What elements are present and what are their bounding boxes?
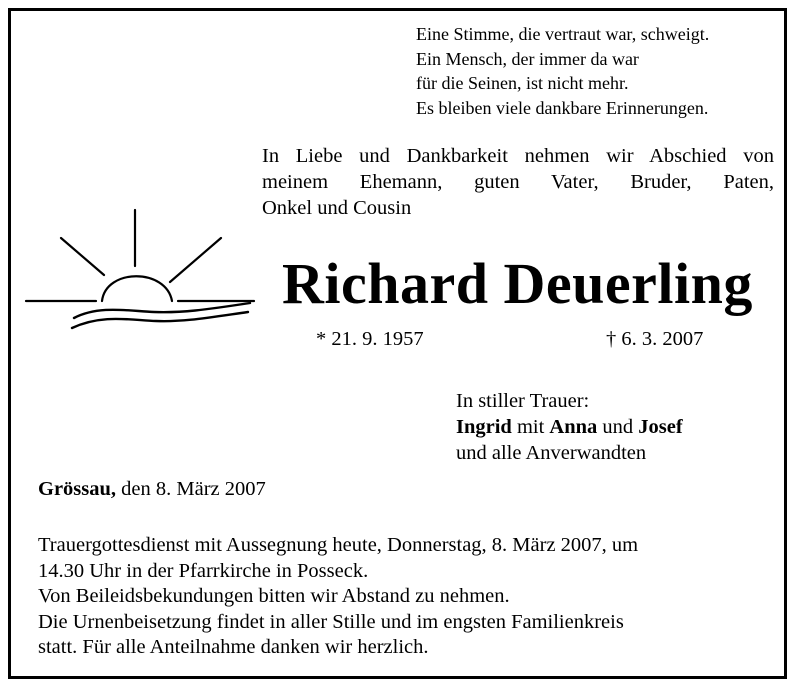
family-name: Josef	[638, 416, 683, 438]
service-line: 14.30 Uhr in der Pfarrkirche in Posseck.	[38, 559, 369, 582]
service-line: Die Urnenbeisetzung findet in aller Stille und im engsten Familienkreis	[38, 610, 624, 633]
connector-text: und	[597, 416, 639, 438]
relatives-line: und alle Anverwandten	[456, 442, 647, 464]
poem-line: Ein Mensch, der immer da war	[416, 48, 639, 69]
death-date: † 6. 3. 2007	[606, 328, 704, 350]
farewell-intro	[262, 143, 774, 221]
mourners-block	[456, 388, 683, 466]
deceased-name: Richard Deuerling	[282, 251, 753, 316]
intro-line: meinem Ehemann, guten Vater, Bruder, Paten,	[262, 171, 774, 193]
family-name: Anna	[549, 416, 598, 438]
poem-line: Eine Stimme, die vertraut war, schweigt.	[416, 24, 710, 44]
service-line: Von Beileidsbekundungen bitten wir Abstand zu nehmen.	[38, 585, 510, 607]
mourning-heading: In stiller Trauer:	[456, 390, 590, 412]
sunset-over-waves-icon	[24, 208, 264, 338]
birth-date: * 21. 9. 1957	[316, 328, 424, 350]
date-text: den 8. März 2007	[116, 478, 266, 500]
place-and-date	[38, 478, 266, 501]
service-notice	[38, 533, 638, 661]
intro-line: Onkel und Cousin	[262, 197, 412, 219]
service-line: statt. Für alle Anteilnahme danken wir herzlich.	[38, 636, 429, 658]
service-line: Trauergottesdienst mit Aussegnung heute, Donnerstag, 8. März 2007, um	[38, 534, 639, 556]
family-names	[456, 414, 683, 440]
place-name: Grössau,	[38, 478, 117, 500]
poem-line: für die Seinen, ist nicht mehr.	[416, 73, 629, 93]
family-name: Ingrid	[456, 416, 512, 438]
intro-line: In Liebe und Dankbarkeit nehmen wir Abschied von	[262, 145, 774, 167]
poem-line: Es bleiben viele dankbare Erinnerungen.	[416, 97, 709, 118]
connector-text: mit	[511, 416, 550, 438]
poem	[416, 22, 709, 120]
